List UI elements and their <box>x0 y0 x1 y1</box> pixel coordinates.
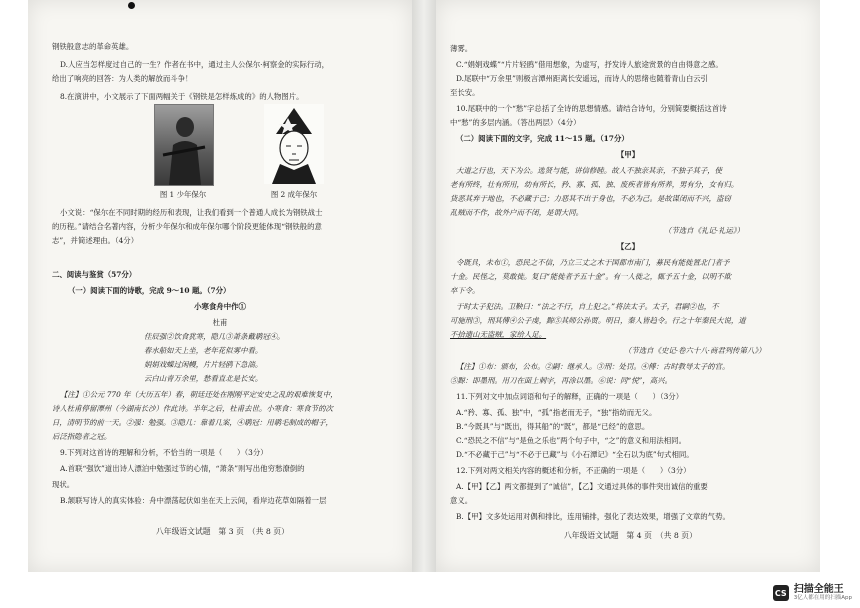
option-d: D.尾联中“万余里”则极言潭州距离长安遥远，而诗人的思绪也随着青山白云引 <box>456 74 709 83</box>
poem-title: 小寒食舟中作① <box>194 302 246 311</box>
exam-page-3 <box>28 0 412 572</box>
passage-line: 货恶其弃于地也，不必藏于己；力恶其不出于身也，不必为己。是故谋闭而不兴，盗窃 <box>450 194 731 203</box>
text-line: 钢铁般意志的革命英雄。 <box>52 42 134 51</box>
prompt-line: 小文说：“保尔在不同时期的经历和表现，让我们看到一个普通人成长为钢铁战士 <box>60 208 323 217</box>
passage-line: 于时太子犯法。卫鞅曰：“法之不行，自上犯之。”将法太子。太子，君嗣②也，不 <box>456 302 719 311</box>
figure-2-caption: 图 2 成年保尔 <box>270 190 318 199</box>
text-line: D.人应当怎样度过自己的一生？作者在书中，通过主人公保尔·柯察金的实际行动， <box>60 60 330 69</box>
text-line: 薄雾。 <box>450 44 473 53</box>
young-paul-photo <box>154 104 214 186</box>
scanner-watermark <box>773 584 852 602</box>
question-11: 11.下列对文中加点词语和句子的解释，正确的一项是（ ）（3分） <box>456 392 684 401</box>
exam-page-4 <box>436 0 820 572</box>
note-line: 【注】①布：颁布，公布。②嗣：继承人。③刑：处罚。④傅：古时教导太子的官。 <box>456 362 730 371</box>
watermark-text-group <box>794 584 852 602</box>
option-a: A.“矜、寡、孤、独”中，“孤”指老而无子，“独”指幼而无父。 <box>456 408 657 417</box>
note-line: ⑤黥：即墨刑。用刀在面上刺字，再涂以墨。⑥说：同“悦”，高兴。 <box>450 376 672 385</box>
poem-line: 佳辰强②饮食犹寒，隐几③萧条戴鹖冠④。 <box>144 332 285 341</box>
question-9: 9.下列对这首诗的理解和分析，不恰当的一项是（ ）（3分） <box>60 448 268 457</box>
young-paul-figure <box>155 105 213 185</box>
poem-line: 娟娟戏蝶过闲幔，片片轻鸥下急湍。 <box>144 360 263 369</box>
note-line: 诗人杜甫停留潭州（今湖南长沙）作此诗。半年之后，杜甫去世。小寒食：寒食节的次 <box>52 404 333 413</box>
note-line: 【注】①公元 770 年（大历五年）春，朝廷还处在刚刚平定安史之乱的艰难恢复中， <box>60 390 338 399</box>
option-d-cont: 至长安。 <box>450 88 480 97</box>
option-b: B.“今既具”与“既出，得其船”的“既”，都是“已经”的意思。 <box>456 422 650 431</box>
figure-1-caption: 图 1 少年保尔 <box>159 190 207 199</box>
passage-line: 卒下令。 <box>450 286 480 295</box>
poem-line: 春水船如天上坐，老年花似雾中看。 <box>144 346 263 355</box>
prompt-line: 志”，并简述理由。（4分） <box>52 236 139 245</box>
subsection-heading: （一）阅读下面的诗歌，完成 9～10 题。（7分） <box>68 286 231 295</box>
poem-author: 杜甫 <box>212 318 228 327</box>
passage-jia-label: 【甲】 <box>616 150 640 159</box>
subsection-heading: （二）阅读下面的文字，完成 11～15 题。（17分） <box>456 134 629 143</box>
watermark-tagline: 3亿人都在用的扫描App <box>793 595 852 601</box>
passage-line: 老有所终，壮有所用，幼有所长，矜、寡、孤、独、废疾者皆有所养，男有分，女有归。 <box>450 180 739 189</box>
passage-yi-label: 【乙】 <box>616 242 640 251</box>
option-a-cont: 意义。 <box>450 496 473 505</box>
question-10-cont: 中“愁”的多层内涵。（答出两层）（4分） <box>450 118 581 127</box>
adult-paul-drawing <box>264 104 324 184</box>
poem-line: 云白山青万余里，愁看直北是长安。 <box>144 374 263 383</box>
passage-source: （节选自《礼记·礼运》） <box>664 226 744 235</box>
page-footer: 八年级语文试题 第 3 页 （共 8 页） <box>156 527 289 536</box>
punch-hole-mark <box>128 2 135 9</box>
option-c: C.“娟娟戏蝶”“片片轻鸥”借用想象，为虚写，抒发诗人旅途赏景的自由得意之感。 <box>456 60 723 69</box>
section-heading: 二、阅读与鉴赏（57分） <box>52 270 137 279</box>
option-a: A.【甲】【乙】两文都提到了“诚信”，【乙】文通过具体的事件突出诚信的重要 <box>456 482 708 491</box>
passage-line: 大道之行也，天下为公。选贤与能，讲信修睦。故人不独亲其亲，不独子其子，使 <box>456 166 723 175</box>
page-fold <box>412 0 436 572</box>
text-line: 给出了响亮的回答：为人类的解放而斗争！ <box>52 74 193 83</box>
passage-line: 不拾遗山无盗贼，家给人足。 <box>450 330 547 339</box>
option-a: A.首联“强饮”道出诗人漂泊中勉强过节的心情，“萧条”则写出他穷愁潦倒的 <box>60 464 305 473</box>
option-b: B.颔联写诗人的真实体验：舟中漂荡起伏如坐在天上云间，看岸边花草如隔着一层 <box>60 496 327 505</box>
option-a-cont: 现状。 <box>52 480 75 489</box>
passage-line: 可施刑③，刑其傅④公子虔，黥⑤其师公孙贾。明日，秦人皆趋令。行之十年秦民大说，道 <box>450 316 746 325</box>
page-footer: 八年级语文试题 第 4 页 （共 8 页） <box>564 531 697 540</box>
question-12: 12.下列对两文相关内容的概述和分析，不正确的一项是（ ）（3分） <box>456 466 691 475</box>
option-b: B.【甲】文多处运用对偶和排比，连用铺排，强化了表达效果，增强了文章的气势。 <box>456 512 730 521</box>
camscanner-logo-icon: CS <box>773 585 789 601</box>
watermark-app-name: 扫描全能王 <box>793 584 844 595</box>
passage-line: 乱贼而不作，故外户而不闭，是谓大同。 <box>450 208 584 217</box>
passage-line: 十金。民怪之，莫敢徙。复曰“能徙者予五十金”。有一人徙之，辄予五十金，以明不欺 <box>450 272 732 281</box>
note-line: 后泛指隐者之冠。 <box>52 432 112 441</box>
option-d: D.“不必藏于己”与“不必于已藏”与《小石潭记》“全石以为底”句式相同。 <box>456 450 694 459</box>
option-c: C.“恐民之不信”与“是鱼之乐也”两个句子中，“之”的意义和用法相同。 <box>456 436 686 445</box>
passage-line: 令既具，未布①，恐民之不信，乃立三丈之木于国都市南门，募民有能徙置北门者予 <box>456 258 730 267</box>
question-10: 10.尾联中的一个“愁”字总括了全诗的思想情感。请结合诗句，分别简要概括这首诗 <box>456 104 727 113</box>
adult-paul-sketch <box>264 104 324 184</box>
passage-source: （节选自《史记·卷六十八·商君列传第八》） <box>624 346 766 355</box>
question-8: 8.在演讲中，小文展示了下面两幅关于《钢铁是怎样炼成的》的人物图片。 <box>60 92 304 101</box>
prompt-line: 的历程。”请结合名著内容，分析少年保尔和成年保尔哪个阶段更能体现“钢铁般的意 <box>52 222 322 231</box>
note-line: 日，清明节的前一天。②强：勉强。③隐几：靠着几案，④鹖冠：用鹖毛制成的帽子， <box>52 418 333 427</box>
